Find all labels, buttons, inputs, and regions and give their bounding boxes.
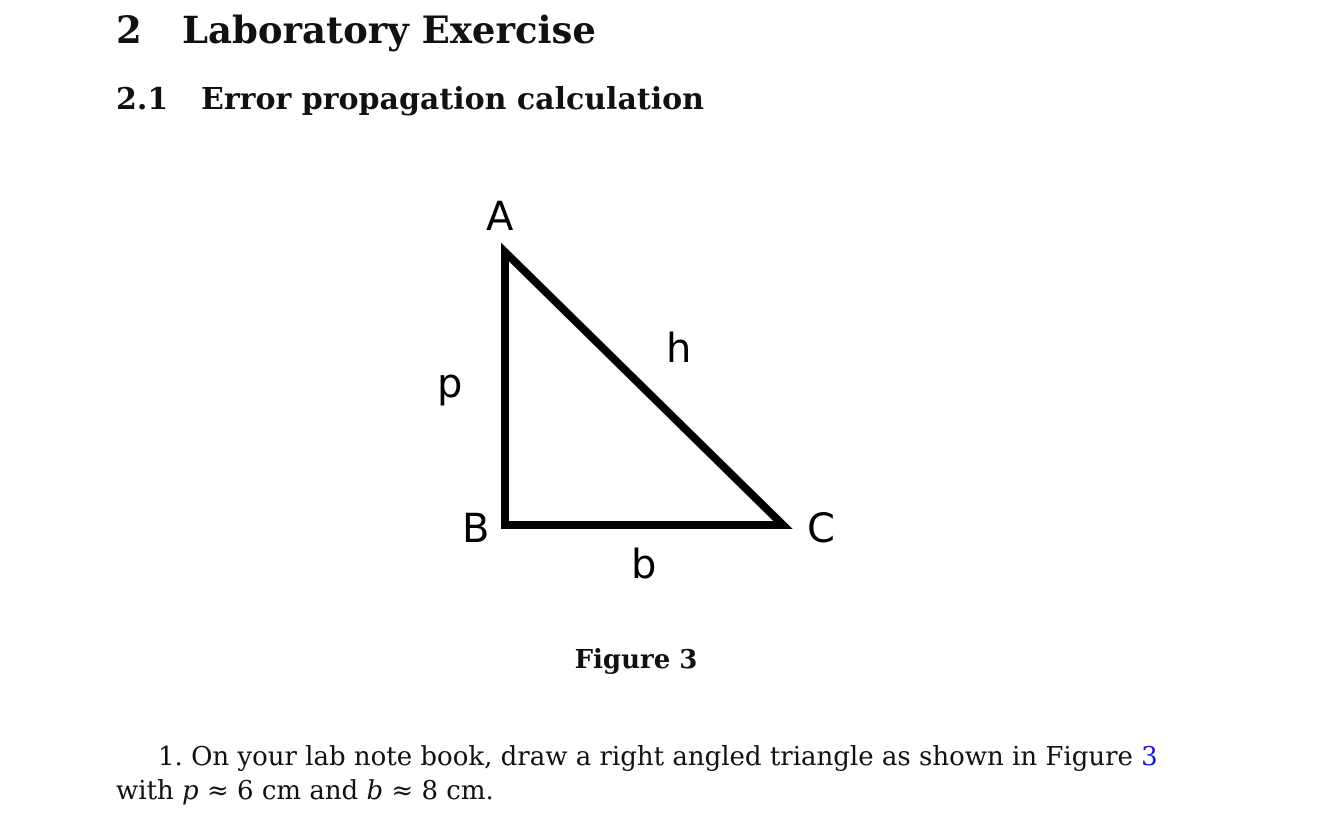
value-p: 6 cm bbox=[237, 776, 302, 806]
approx-symbol-b: ≈ bbox=[391, 776, 414, 806]
side-b-label: b bbox=[631, 542, 657, 588]
right-triangle-shape bbox=[505, 252, 783, 525]
value-b: 8 cm. bbox=[421, 776, 494, 806]
figure-reference-link[interactable]: 3 bbox=[1141, 742, 1158, 772]
vertex-c-label: C bbox=[807, 506, 835, 552]
side-h-label: h bbox=[666, 326, 692, 372]
approx-symbol-p: ≈ bbox=[206, 776, 229, 806]
subsection-number: 2.1 bbox=[116, 82, 169, 117]
exercise-text-and: and bbox=[309, 776, 359, 806]
exercise-text-part2: with bbox=[116, 776, 174, 806]
vertex-b-label: B bbox=[462, 506, 490, 552]
subsection-title: Error propagation calculation bbox=[201, 82, 704, 117]
subsection-heading bbox=[116, 80, 704, 120]
section-title: Laboratory Exercise bbox=[182, 8, 596, 52]
exercise-text-part1: On your lab note book, draw a right angled triangle as shown in Figure bbox=[191, 742, 1133, 772]
exercise-item bbox=[116, 740, 1176, 808]
variable-p: p bbox=[182, 776, 199, 806]
vertex-a-label: A bbox=[486, 194, 514, 240]
section-number: 2 bbox=[116, 8, 142, 52]
side-p-label: p bbox=[437, 361, 463, 407]
variable-b: b bbox=[366, 776, 384, 806]
item-number: 1. bbox=[158, 742, 183, 772]
figure-caption: Figure 3 bbox=[574, 645, 698, 675]
section-heading bbox=[116, 8, 596, 52]
